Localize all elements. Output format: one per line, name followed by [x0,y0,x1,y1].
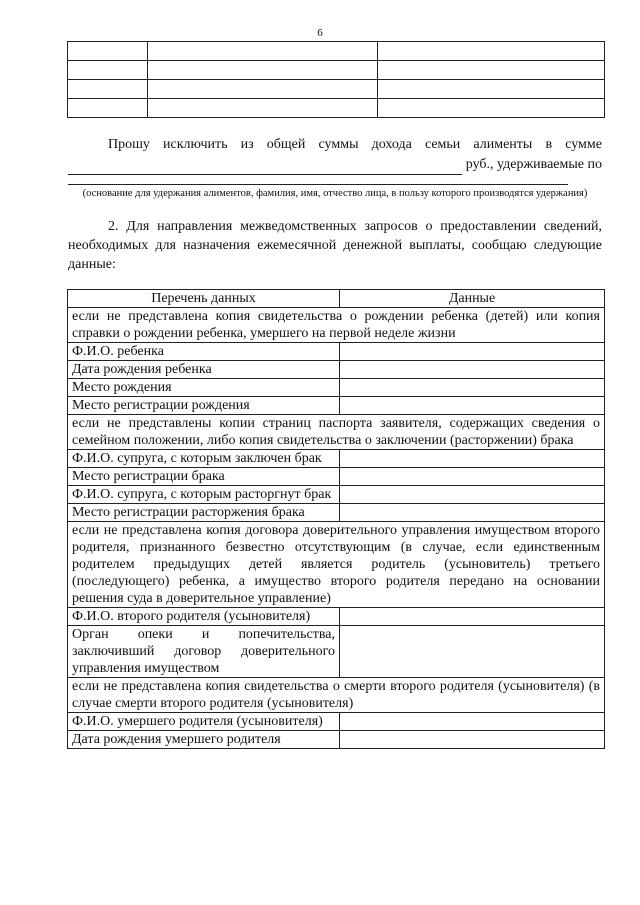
top-table-cell[interactable] [68,80,148,99]
section-2-paragraph: 2. Для направления межведомственных запросов о предоставлении сведений, необходимых для назначения ежемесячной денежной выплаты, сообщаю следующие данные: [68,219,602,272]
field-value-cell[interactable] [340,450,605,468]
section-condition-text: если не представлены копии страниц паспорта заявителя, содержащих сведения о семейном положении, либо копия свидетельства о заключении (расторжении) брака [68,415,605,450]
header-cell-list: Перечень данных [68,290,340,308]
table-row [68,731,605,749]
top-table-cell[interactable] [148,99,378,118]
top-table-cell[interactable] [378,99,605,118]
top-table-row [68,42,605,61]
basis-underline-field[interactable] [68,184,568,185]
table-row [68,450,605,468]
table-row [68,468,605,486]
field-value-cell[interactable] [340,504,605,522]
field-label: Орган опеки и попечительства, заключивший договор доверительного управления имуществом [68,626,340,678]
table-row [68,504,605,522]
field-value-cell[interactable] [340,397,605,415]
table-row [68,361,605,379]
field-label: Дата рождения умершего родителя [68,731,340,749]
top-table-cell[interactable] [148,61,378,80]
field-value-cell[interactable] [340,343,605,361]
top-table-row [68,80,605,99]
field-label: Место регистрации брака [68,468,340,486]
top-empty-table [67,41,605,118]
field-label: Ф.И.О. супруга, с которым заключен брак [68,450,340,468]
top-table-row [68,99,605,118]
table-header-row [68,290,605,308]
basis-note: (основание для удержания алиментов, фамилия, имя, отчество лица, в пользу которого производятся удержания) [82,188,588,199]
field-label: Ф.И.О. второго родителя (усыновителя) [68,608,340,626]
top-table-cell[interactable] [68,42,148,61]
field-value-cell[interactable] [340,468,605,486]
top-table-cell[interactable] [378,80,605,99]
top-table-row [68,61,605,80]
field-value-cell[interactable] [340,486,605,504]
table-section-row [68,415,605,450]
table-section-row [68,678,605,713]
top-table-cell[interactable] [68,99,148,118]
table-row [68,608,605,626]
top-table-cell[interactable] [148,42,378,61]
page-number: 6 [317,27,323,39]
table-row [68,713,605,731]
top-table-cell[interactable] [378,42,605,61]
header-cell-data: Данные [340,290,605,308]
top-table-cell[interactable] [68,61,148,80]
field-label: Ф.И.О. умершего родителя (усыновителя) [68,713,340,731]
alimony-line-2-suffix: руб., удерживаемые по [465,157,602,172]
table-row [68,626,605,678]
top-table-cell[interactable] [148,80,378,99]
section-condition-text: если не представлена копия договора доверительного управления имуществом второго родителя, признанного безвестно отсутствующим (в случае, если единственным родителем предыдущих детей является родитель (усыновитель) третьего (последующего) ребенка, а имущество второго родителя передано на основании решения суда в доверительное управление) [68,522,605,608]
section-condition-text: если не представлена копия свидетельства о рождении ребенка (детей) или копия справки о рождении ребенка, умершего на первой неделе жизни [68,308,605,343]
table-row [68,486,605,504]
field-label: Место регистрации рождения [68,397,340,415]
field-value-cell[interactable] [340,379,605,397]
data-table [67,289,605,749]
field-value-cell[interactable] [340,713,605,731]
field-value-cell[interactable] [340,626,605,678]
section-condition-text: если не представлена копия свидетельства о смерти второго родителя (усыновителя) (в случае смерти второго родителя (усыновителя) [68,678,605,713]
field-label: Место рождения [68,379,340,397]
table-row [68,397,605,415]
alimony-amount-field[interactable] [68,160,462,175]
field-value-cell[interactable] [340,361,605,379]
alimony-line-1: Прошу исключить из общей суммы дохода семьи алименты в сумме [108,137,602,152]
field-value-cell[interactable] [340,608,605,626]
table-section-row [68,308,605,343]
alimony-line-2 [68,155,602,175]
field-label: Место регистрации расторжения брака [68,504,340,522]
table-row [68,379,605,397]
field-label: Ф.И.О. супруга, с которым расторгнут брак [68,486,340,504]
field-value-cell[interactable] [340,731,605,749]
table-section-row [68,522,605,608]
field-label: Ф.И.О. ребенка [68,343,340,361]
alimony-paragraph [68,135,602,175]
table-row [68,343,605,361]
top-table-cell[interactable] [378,61,605,80]
field-label: Дата рождения ребенка [68,361,340,379]
